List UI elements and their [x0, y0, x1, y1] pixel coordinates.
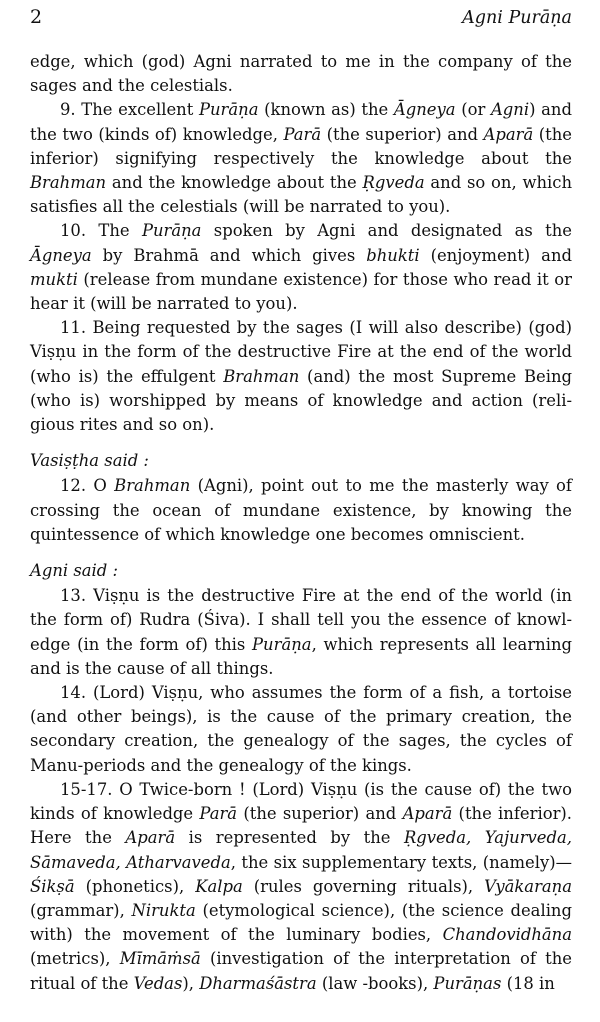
verse-14: 14. (Lord) Viṣṇu, who assumes the form of a fish, a tortoise (and other beings), is the cause of the primary creation, the secondary creation, the genealogy of the sages, the cycles of Manu-periods and the genealogy of the kings.: [30, 683, 572, 775]
italic-term: Agni: [490, 100, 530, 120]
italic-term: Purāṇa: [198, 100, 259, 120]
verse-12: 12. O Brahman (Agni), point out to me the masterly way of crossing the ocean of mundane existence, by knowing the quintessence of which knowledge one becomes omniscient.: [30, 476, 572, 544]
italic-term: Śikṣā: [30, 876, 75, 896]
italic-term: Purāṇa: [252, 634, 312, 654]
italic-term: Vedas: [133, 973, 183, 993]
italic-term: Chandovidhāna: [442, 925, 572, 945]
italic-term: Brahman: [223, 366, 300, 386]
italic-term: Nirukta: [131, 900, 196, 920]
italic-term: Aparā: [483, 124, 534, 144]
italic-term: bhukti: [366, 245, 420, 265]
italic-term: Aparā: [125, 828, 176, 848]
verse-9: 9. The excellent Purāṇa (known as) the Āgneya (or Agni) and the two (kinds of) knowledge, Parā (the superior) and Aparā (the inferior) signifying respectively the knowledge about the Brahman and the knowledge about the Ṛgveda and so on, which satisfies all the celestials (will be narrated to you).: [30, 100, 573, 217]
italic-term: Aparā: [402, 804, 453, 824]
italic-term: mukti: [30, 269, 78, 289]
body-text: [30, 50, 572, 996]
italic-term: Mīmāṁsā: [119, 949, 201, 969]
italic-term: Āgneya: [30, 245, 92, 265]
italic-term: Ṛgveda, Yajurveda, Sāmaveda, Atharvaveda: [30, 828, 572, 872]
italic-term: Brahman: [114, 476, 191, 496]
running-title: Agni Purāṇa: [462, 8, 572, 28]
verse-10: 10. The Purāṇa spoken by Agni and designated as the Āgneya by Brahmā and which gives bhukti (enjoyment) and mukti (release from mundane existence) for those who read it or hear it (will be narrated to you).: [30, 221, 572, 314]
italic-term: Brahman: [30, 173, 107, 193]
italic-term: Vyākaraṇa: [484, 876, 572, 896]
italic-term: Āgneya: [393, 100, 456, 120]
italic-term: Purāṇas: [433, 973, 502, 993]
italic-term: Ṛgveda: [362, 173, 425, 193]
italic-term: Dharmaśāstra: [199, 973, 317, 993]
speaker-vasistha: Vasiṣṭha said :: [30, 451, 149, 471]
italic-term: Kalpa: [195, 876, 243, 896]
verse-13: 13. Viṣṇu is the destructive Fire at the end of the world (in the form of) Rudra (Śiva). I shall tell you the essence of knowledge (in the form of) this Purāṇa, which represents all learning and is the cause of all things.: [30, 586, 572, 678]
page-number: 2: [30, 6, 43, 28]
verse-15-17: 15-17. O Twice-born ! (Lord) Viṣṇu (is the cause of) the two kinds of knowledge Parā (the superior) and Aparā (the inferior). Here the Aparā is represented by the Ṛgveda, Yajurveda, Sāmaveda, Atharvaveda, the six supplementary texts, (namely)— Śikṣā (phonetics), Kalpa (rules governing rituals), Vyākaraṇa (grammar), Nirukta (etymological science), (the science dealing with) the movement of the luminary bodies, Chandovidhāna (metrics), Mīmāṁsā (investigation of the interpretation of the ritual of the Vedas), Dharmaśāstra (law -books), Purāṇas (18 in: [30, 779, 573, 993]
speaker-agni: Agni said :: [30, 561, 118, 581]
page-header: [30, 6, 572, 34]
italic-term: Parā: [199, 804, 238, 824]
paragraph-continuation: edge, which (god) Agni narrated to me in the company of the sages and the celestials.: [30, 52, 572, 96]
italic-term: Purāṇa: [141, 221, 202, 241]
italic-term: Parā: [283, 124, 322, 144]
verse-11: 11. Being requested by the sages (I will also describe) (god) Viṣṇu in the form of the destructive Fire at the end of the world (who is) the effulgent Brahman (and) the most Supreme Being (who is) worshipped by means of knowledge and action (religious rites and so on).: [30, 318, 572, 435]
